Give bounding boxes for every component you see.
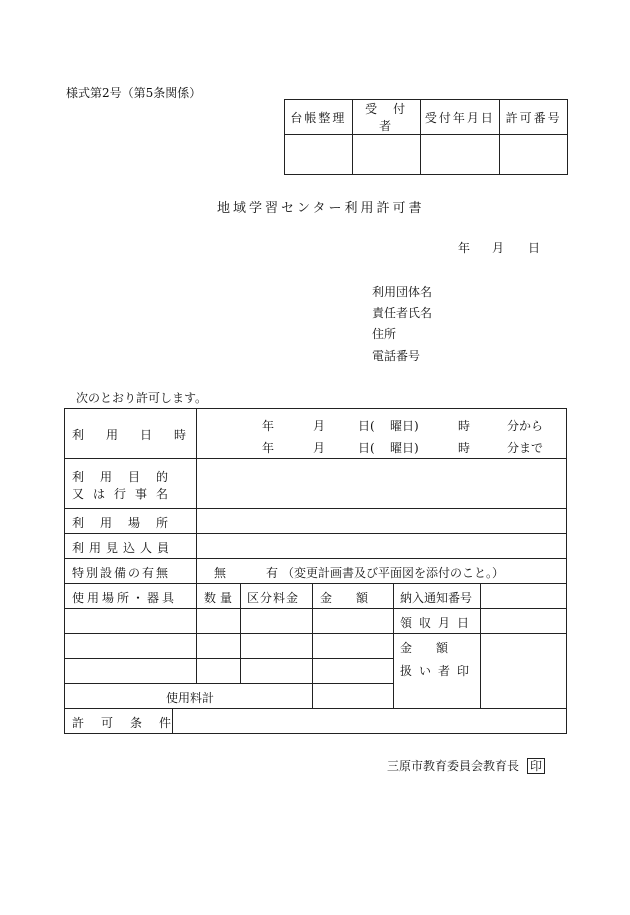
handler-seal-input[interactable] [481,659,566,708]
from-hour: 時 [458,419,471,433]
header-ledger: 台帳整理 [285,100,353,135]
date-month: 月 [492,241,505,255]
to-year: 年 [262,441,275,455]
intro-text: 次のとおり許可します。 [76,391,208,405]
from-day: 日( [358,419,375,433]
header-permit-number: 許可番号 [500,100,568,135]
cell-ledger[interactable] [285,135,353,175]
issuer-name [387,757,545,774]
label-receipt-date: 領収月日 [400,616,477,630]
cell-permit-number[interactable] [500,135,568,175]
permit-conditions-input[interactable] [173,709,566,733]
attendees-input[interactable] [197,534,566,558]
purpose-input[interactable] [197,459,566,508]
rep-name-label: 責任者氏名 [372,306,433,320]
from-minute: 分から [507,419,544,433]
payment-notice-input[interactable] [481,584,566,608]
label-handler-seal: 扱い者印 [400,664,477,678]
to-weekday: 曜日) [390,441,419,455]
date-day: 日 [528,241,541,255]
phone-label: 電話番号 [372,349,421,363]
to-day: 日( [358,441,375,455]
from-weekday: 曜日) [390,419,419,433]
label-payment-notice: 納入通知番号 [400,591,473,605]
cell-receipt-date[interactable] [420,135,500,175]
header-receiver: 受 付 者 [352,100,420,135]
cell-receiver[interactable] [352,135,420,175]
issuer-title: 三原市教育委員会教育長 [387,759,520,773]
header-receipt-date: 受付年月日 [420,100,500,135]
org-name-label: 利用団体名 [372,285,433,299]
date-year: 年 [458,241,471,255]
usage-fee-total-input[interactable] [313,684,393,708]
equip-note: （変更計画書及び平面図を添付のこと。） [282,566,505,580]
label-use-datetime: 利用日時 [72,428,209,442]
to-minute: 分まで [507,441,544,455]
seal-mark: 印 [527,758,545,774]
col-quantity: 数量 [204,591,237,605]
label-usage-fee-total: 使用料計 [166,691,215,705]
to-month: 月 [313,441,326,455]
from-year: 年 [262,419,275,433]
label-event-name: 又は行事名 [72,487,178,501]
amount-input[interactable] [481,634,566,658]
to-hour: 時 [458,441,471,455]
equip-none-option[interactable]: 無 [214,566,227,580]
form-number: 様式第2号（第5条関係） [66,86,202,100]
place-input[interactable] [197,509,566,533]
col-place-items: 使用場所・器具 [72,591,178,605]
from-month: 月 [313,419,326,433]
label-permit-conditions: 許可条件 [72,716,189,730]
col-category-fee: 区分料金 [247,591,300,605]
label-purpose: 利用目的 [72,470,185,484]
label-attendees: 利用見込人員 [72,541,175,555]
label-special-equipment: 特別設備の有無 [72,566,171,580]
address-label: 住所 [372,327,397,341]
document-title: 地域学習センター利用許可書 [217,201,425,216]
col-amount: 金 額 [320,591,369,605]
label-place: 利用場所 [72,516,185,530]
office-use-table [284,99,568,175]
equip-yes-option[interactable]: 有 [266,566,279,580]
label-amount: 金 額 [400,641,449,655]
receipt-date-input[interactable] [481,609,566,633]
